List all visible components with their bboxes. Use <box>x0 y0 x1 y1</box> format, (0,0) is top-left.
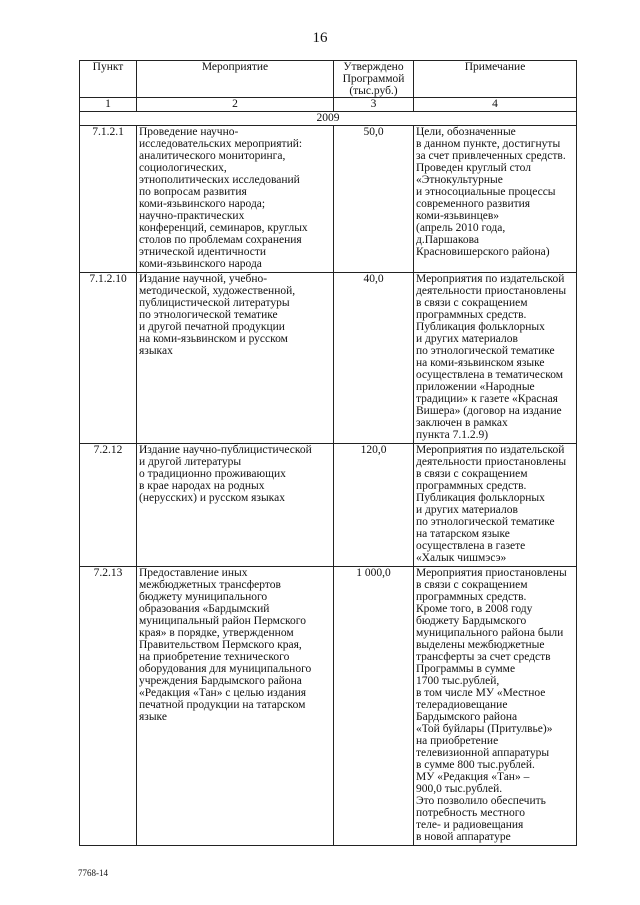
row-note <box>414 567 577 846</box>
note-line: и этносоциальные процессы <box>416 186 556 198</box>
note-line: в новой аппаратуре <box>416 831 511 843</box>
note-line: традиции» к газете «Красная <box>416 393 558 405</box>
event-line: о традиционно проживающих <box>139 468 286 480</box>
event-line: оборудования для муниципального <box>139 663 312 675</box>
row-note <box>414 444 577 567</box>
column-number-row <box>80 98 577 112</box>
event-line: столов по проблемам сохранения <box>139 234 302 246</box>
note-line: бюджету Бардымского <box>416 615 527 627</box>
note-line: (апрель 2010 года, <box>416 222 506 234</box>
event-line: края» в порядке, утвержденном <box>139 627 294 639</box>
note-line: Это позволило обеспечить <box>416 795 546 807</box>
event-line: Проведение научно- <box>139 126 239 138</box>
event-line: конференций, семинаров, круглых <box>139 222 308 234</box>
table-row <box>80 126 577 273</box>
event-line: коми-язьвинского народа; <box>139 198 266 210</box>
note-line: «Халык чишмэсэ» <box>416 552 507 564</box>
event-line: образования «Бардымский <box>139 603 270 615</box>
note-line: трансферты за счет средств <box>416 651 551 663</box>
row-note <box>414 273 577 444</box>
note-line: программных средств. <box>416 480 527 492</box>
note-line: деятельности приостановлены <box>416 285 567 297</box>
event-line: бюджету муниципального <box>139 591 268 603</box>
note-line: Программы в сумме <box>416 663 516 675</box>
year-label: 2009 <box>80 112 577 126</box>
note-line: на коми-язьвинском языке <box>416 357 545 369</box>
note-line: и других материалов <box>416 504 518 516</box>
note-line: выделены межбюджетные <box>416 639 545 651</box>
row-event <box>137 126 334 273</box>
note-line: потребность местного <box>416 807 525 819</box>
table-body <box>80 126 577 846</box>
note-line: Проведен круглый стол <box>416 162 531 174</box>
note-line: заключен в рамках <box>416 417 508 429</box>
year-row <box>80 112 577 126</box>
event-line: муниципальный район Пермского <box>139 615 306 627</box>
event-line: на коми-язьвинском и русском <box>139 333 288 345</box>
note-line: Красновишерского района) <box>416 246 550 258</box>
note-line: Вишера» (договор на издание <box>416 405 562 417</box>
note-line: осуществлена в тематическом <box>416 369 564 381</box>
note-line: «Этнокультурные <box>416 174 503 186</box>
note-line: 1700 тыс.рублей, <box>416 675 500 687</box>
event-line: (нерусских) и русском языках <box>139 492 285 504</box>
note-line: осуществлена в газете <box>416 540 526 552</box>
note-line: телерадиовещание <box>416 699 508 711</box>
event-line: научно-практических <box>139 210 245 222</box>
event-line: по вопросам развития <box>139 186 247 198</box>
event-line: коми-язьвинского народа <box>139 258 262 270</box>
event-line: и другой литературы <box>139 456 242 468</box>
note-line: 900,0 тыс.рублей. <box>416 783 503 795</box>
note-line: Цели, обозначенные <box>416 126 516 138</box>
event-line: печатной продукции на татарском <box>139 699 306 711</box>
note-line: в том числе МУ «Местное <box>416 687 546 699</box>
table-row <box>80 273 577 444</box>
note-line: Мероприятия приостановлены <box>416 567 567 579</box>
header-row <box>80 61 577 98</box>
note-line: д.Паршакова <box>416 234 479 246</box>
event-line: Издание научно-публицистической <box>139 444 312 456</box>
column-number: 4 <box>414 98 577 112</box>
event-line: социологических, <box>139 162 227 174</box>
row-event <box>137 444 334 567</box>
note-line: по этнологической тематике <box>416 516 555 528</box>
header-approved <box>334 61 414 98</box>
row-amount: 1 000,0 <box>334 567 414 846</box>
note-line: Публикация фольклорных <box>416 492 545 504</box>
note-line: по этнологической тематике <box>416 345 555 357</box>
note-line: за счет привлеченных средств. <box>416 150 566 162</box>
note-line: «Той буйлары (Притулвье)» <box>416 723 553 735</box>
note-line: приложении «Народные <box>416 381 535 393</box>
note-line: в связи с сокращением <box>416 579 528 591</box>
column-number: 2 <box>137 98 334 112</box>
note-line: муниципального района были <box>416 627 564 639</box>
row-event <box>137 273 334 444</box>
note-line: на приобретение <box>416 735 499 747</box>
event-line: учреждения Бардымского района <box>139 675 302 687</box>
note-line: коми-язьвинцев» <box>416 210 500 222</box>
header-approved-line: (тыс.руб.) <box>349 85 398 97</box>
event-line: языках <box>139 345 173 357</box>
event-line: этнополитических исследований <box>139 174 300 186</box>
row-event <box>137 567 334 846</box>
event-line: межбюджетных трансфертов <box>139 579 281 591</box>
row-code: 7.1.2.10 <box>80 273 137 444</box>
note-line: Кроме того, в 2008 году <box>416 603 533 615</box>
note-line: Бардымского района <box>416 711 518 723</box>
column-number: 1 <box>80 98 137 112</box>
note-line: и других материалов <box>416 333 518 345</box>
note-line: в связи с сокращением <box>416 468 528 480</box>
note-line: Публикация фольклорных <box>416 321 545 333</box>
header-approved-line: Утверждено <box>343 61 404 73</box>
event-line: этнической идентичности <box>139 246 267 258</box>
note-line: современного развития <box>416 198 531 210</box>
note-line: пункта 7.1.2.9) <box>416 429 489 441</box>
note-line: теле- и радиовещания <box>416 819 524 831</box>
header-event: Мероприятие <box>137 61 334 98</box>
footer-code: 7768-14 <box>78 868 108 878</box>
event-line: в крае народах на родных <box>139 480 265 492</box>
note-line: в данном пункте, достигнуты <box>416 138 561 150</box>
event-line: языке <box>139 711 167 723</box>
event-line: методической, художественной, <box>139 285 296 297</box>
event-line: публицистической литературы <box>139 297 290 309</box>
program-table <box>79 60 577 846</box>
event-line: «Редакция «Тан» с целью издания <box>139 687 307 699</box>
note-line: в сумме 800 тыс.рублей. <box>416 759 535 771</box>
note-line: программных средств. <box>416 309 527 321</box>
page-number: 16 <box>312 30 328 46</box>
row-amount: 50,0 <box>334 126 414 273</box>
note-line: на татарском языке <box>416 528 510 540</box>
header-item: Пункт <box>80 61 137 98</box>
header-note: Примечание <box>414 61 577 98</box>
header-approved-line: Программой <box>342 73 405 85</box>
note-line: Мероприятия по издательской <box>416 273 565 285</box>
event-line: Издание научной, учебно- <box>139 273 268 285</box>
event-line: по этнологической тематике <box>139 309 278 321</box>
row-code: 7.2.13 <box>80 567 137 846</box>
note-line: МУ «Редакция «Тан» – <box>416 771 530 783</box>
row-code: 7.2.12 <box>80 444 137 567</box>
note-line: телевизионной аппаратуры <box>416 747 550 759</box>
note-line: в связи с сокращением <box>416 297 528 309</box>
note-line: Мероприятия по издательской <box>416 444 565 456</box>
note-line: деятельности приостановлены <box>416 456 567 468</box>
event-line: аналитического мониторинга, <box>139 150 286 162</box>
event-line: Правительством Пермского края, <box>139 639 302 651</box>
row-amount: 120,0 <box>334 444 414 567</box>
event-line: на приобретение технического <box>139 651 290 663</box>
table-row <box>80 567 577 846</box>
event-line: исследовательских мероприятий: <box>139 138 303 150</box>
event-line: Предоставление иных <box>139 567 248 579</box>
note-line: программных средств. <box>416 591 527 603</box>
row-note <box>414 126 577 273</box>
table-row <box>80 444 577 567</box>
row-amount: 40,0 <box>334 273 414 444</box>
row-code: 7.1.2.1 <box>80 126 137 273</box>
column-number: 3 <box>334 98 414 112</box>
event-line: и другой печатной продукции <box>139 321 285 333</box>
